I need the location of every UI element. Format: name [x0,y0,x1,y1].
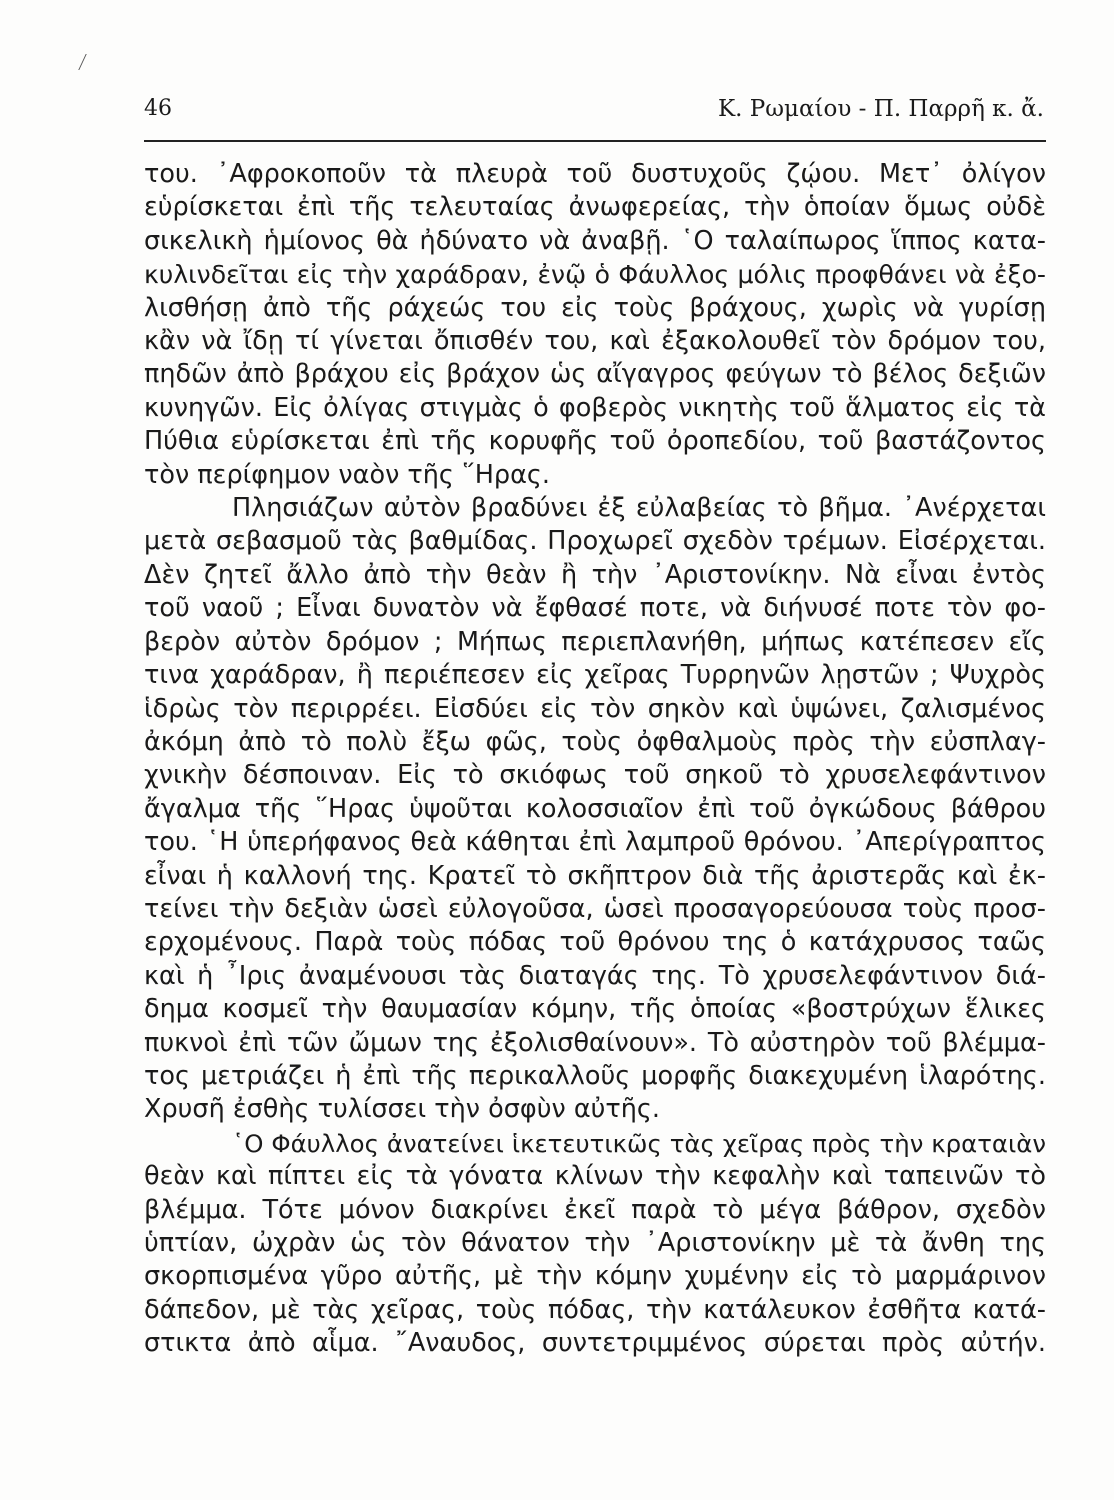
page-number: 46 [144,96,172,121]
text-line: σκορπισμένα γῦρο αὐτῆς, μὲ τὴν κόμην χυμένην εἰς τὸ μαρμάρινον [144,1261,1046,1292]
text-line: ἄγαλμα τῆς ῞Ηρας ὑψοῦται κολοσσιαῖον ἐπὶ τοῦ ὀγκώδους βάθρου [144,793,1046,824]
text-line: ἀκόμη ἀπὸ τὸ πολὺ ἔξω φῶς, τοὺς ὀφθαλμοὺς πρὸς τὴν εὐσπλαγ- [144,726,1046,757]
text-line: πυκνοὶ ἐπὶ τῶν ὤμων της ἐξολισθαίνουν». Τὸ αὐστηρὸν τοῦ βλέμμα- [144,1027,1046,1058]
paragraph-1 [144,158,1046,492]
text-line: τοῦ ναοῦ ; Εἶναι δυνατὸν νὰ ἔφθασέ ποτε, νὰ διήνυσέ ποτε τὸν φο- [144,593,1046,624]
text-line: Χρυσῆ ἐσθὴς τυλίσσει τὴν ὀσφὺν αὐτῆς. [144,1094,660,1125]
text-line: εὑρίσκεται ἐπὶ τῆς τελευταίας ἀνωφερείας, τὴν ὁποίαν ὅμως οὐδὲ [144,192,1046,223]
text-line: κυνηγῶν. Εἰς ὀλίγας στιγμὰς ὁ φοβερὸς νικητὴς τοῦ ἅλματος εἰς τὰ [144,392,1046,423]
running-head: Κ. Ρωμαίου - Π. Παρρῆ κ. ἄ. [718,96,1044,122]
paragraph-3 [144,1127,1046,1361]
text-line: βλέμμα. Τότε μόνον διακρίνει ἐκεῖ παρὰ τὸ μέγα βάθρον, σχεδὸν [144,1194,1046,1225]
text-line: μετὰ σεβασμοῦ τὰς βαθμίδας. Προχωρεῖ σχεδὸν τρέμων. Εἰσέρχεται. [144,526,1046,557]
text-line: ὑπτίαν, ὠχρὰν ὡς τὸν θάνατον τὴν ᾿Αριστονίκην μὲ τὰ ἄνθη της [144,1228,1046,1258]
text-line: στικτα ἀπὸ αἷμα. ῎Αναυδος, συντετριμμένος σύρεται πρὸς αὐτήν. [144,1328,1046,1359]
text-line: του. ᾿Αφροκοποῦν τὰ πλευρὰ τοῦ δυστυχοῦς ζῴου. Μετ᾿ ὀλίγον [144,159,1046,189]
text-line: δημα κοσμεῖ τὴν θαυμασίαν κόμην, τῆς ὁποίας «βοστρύχων ἕλικες [144,994,1046,1025]
text-line: σικελικὴ ἡμίονος θὰ ἠδύνατο νὰ ἀναβῇ. ῾Ο ταλαίπωρος ἵππος κατα- [144,225,1046,256]
text-line: τὸν περίφημον ναὸν τῆς ῞Ηρας. [144,459,550,490]
text-line: ερχομένους. Παρὰ τοὺς πόδας τοῦ θρόνου της ὁ κατάχρυσος ταῶς [144,927,1046,958]
text-line: κυλινδεῖται εἰς τὴν χαράδραν, ἐνῷ ὁ Φάυλλος μόλις προφθάνει νὰ ἐξο- [144,260,1046,290]
margin-pencil-mark [78,54,100,70]
text-line: βερὸν αὐτὸν δρόμον ; Μήπως περιεπλανήθη, μήπως κατέπεσεν εἴς [144,626,1046,657]
text-line: Δὲν ζητεῖ ἄλλο ἀπὸ τὴν θεὰν ἢ τὴν ᾿Αριστονίκην. Νὰ εἶναι ἐντὸς [144,559,1046,590]
text-line: πηδῶν ἀπὸ βράχου εἰς βράχον ὡς αἴγαγρος φεύγων τὸ βέλος δεξιῶν [144,359,1046,390]
text-line: τινα χαράδραν, ἢ περιέπεσεν εἰς χεῖρας Τυρρηνῶν λῃστῶν ; Ψυχρὸς [144,660,1046,691]
text-line: ῾Ο Φάυλλος ἀνατείνει ἱκετευτικῶς τὰς χεῖρας πρὸς τὴν κραταιὰν [232,1128,1046,1158]
text-line: Πλησιάζων αὐτὸν βραδύνει ἐξ εὐλαβείας τὸ βῆμα. ᾿Ανέρχεται [232,493,1046,524]
text-line: του. ῾Η ὑπερήφανος θεὰ κάθηται ἐπὶ λαμπροῦ θρόνου. ᾿Απερίγραπτος [144,827,1046,858]
text-line: Πύθια εὑρίσκεται ἐπὶ τῆς κορυφῆς τοῦ ὀροπεδίου, τοῦ βαστάζοντος [144,426,1046,457]
text-line: εἶναι ἡ καλλονή της. Κρατεῖ τὸ σκῆπτρον διὰ τῆς ἀριστερᾶς καὶ ἐκ- [144,860,1046,891]
text-line: τος μετριάζει ἡ ἐπὶ τῆς περικαλλοῦς μορφῆς διακεχυμένη ἱλαρότης. [144,1060,1046,1091]
text-line: δάπεδον, μὲ τὰς χεῖρας, τοὺς πόδας, τὴν κατάλευκον ἐσθῆτα κατά- [144,1294,1046,1325]
text-line: τείνει τὴν δεξιὰν ὡσεὶ εὐλογοῦσα, ὡσεὶ προσαγορεύουσα τοὺς προσ- [144,893,1046,924]
page-header [144,96,1044,132]
text-line: καὶ ἡ ῏Ιρις ἀναμένουσι τὰς διαταγάς της. Τὸ χρυσελεφάντινον διά- [144,960,1046,991]
paragraph-2 [144,492,1046,1127]
body-text [144,158,1046,1361]
text-line: λισθήσῃ ἀπὸ τῆς ράχεώς του εἰς τοὺς βράχους, χωρὶς νὰ γυρίσῃ [144,292,1046,323]
header-rule [144,140,1046,142]
text-line: ἱδρὼς τὸν περιρρέει. Εἰσδύει εἰς τὸν σηκὸν καὶ ὑψώνει, ζαλισμένος [144,693,1046,724]
text-line: χνικὴν δέσποιναν. Εἰς τὸ σκιόφως τοῦ σηκοῦ τὸ χρυσελεφάντινον [144,760,1046,791]
text-line: θεὰν καὶ πίπτει εἰς τὰ γόνατα κλίνων τὴν κεφαλὴν καὶ ταπεινῶν τὸ [144,1161,1046,1192]
text-line: κἂν νὰ ἴδῃ τί γίνεται ὄπισθέν του, καὶ ἐξακολουθεῖ τὸν δρόμον του, [144,326,1046,357]
